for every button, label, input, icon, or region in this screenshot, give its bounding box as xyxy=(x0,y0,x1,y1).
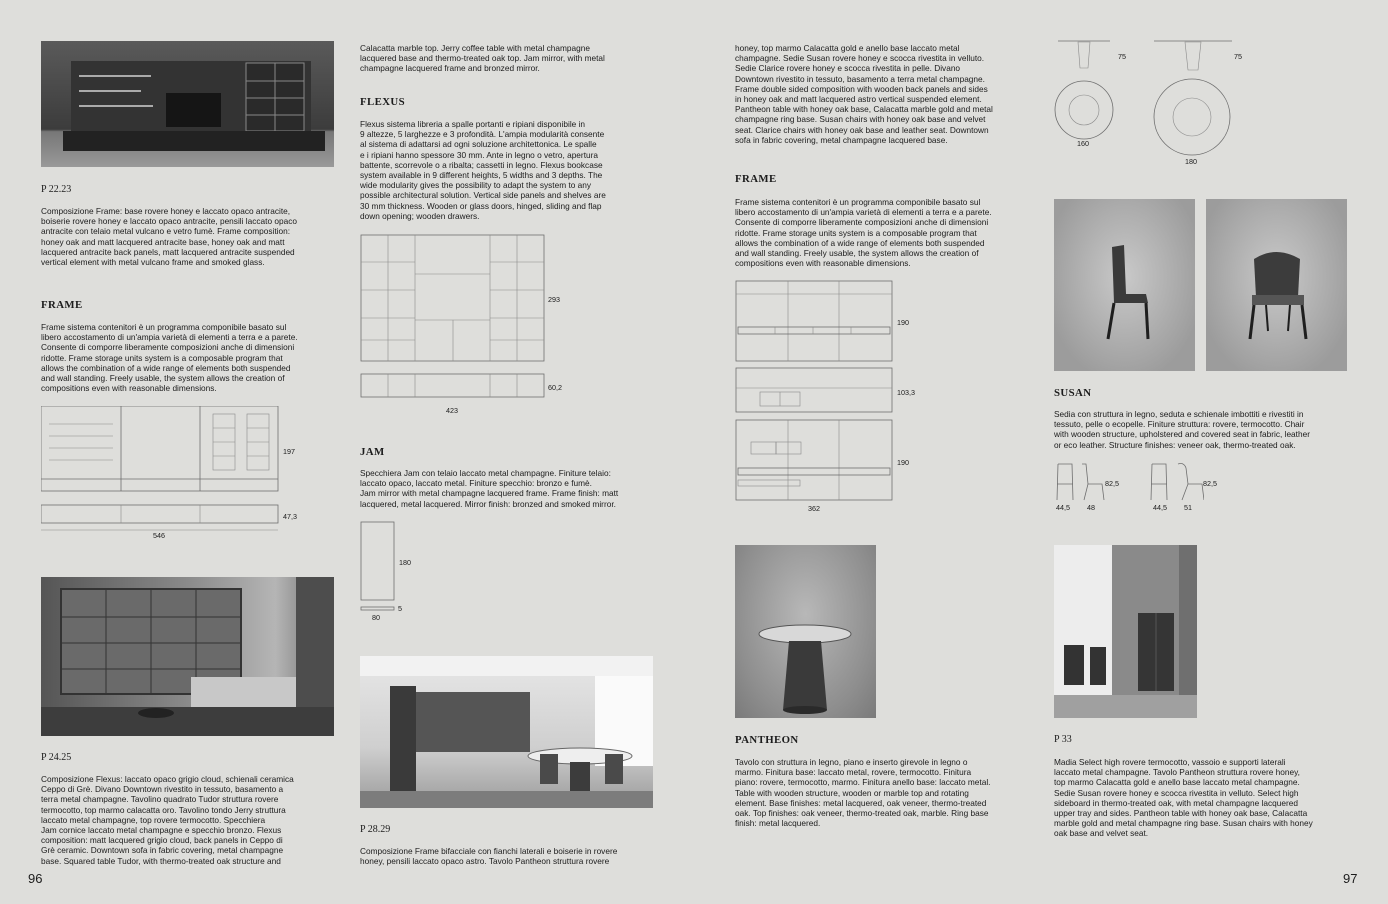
section-heading-pantheon: PANTHEON xyxy=(735,734,799,746)
dimension-label: 180 xyxy=(399,558,411,567)
body-text: Calacatta marble top. Jerry coffee table with metal champagne lacquered base and thermo-treated oak top. Jam mirror, with metal champagne lacquered frame and bronzed mirror. xyxy=(360,43,605,74)
dimension-label: 82,5 xyxy=(1203,479,1217,488)
photo-caption: P 22.23 xyxy=(41,184,72,195)
dimension-label: 60,2 xyxy=(548,383,562,392)
section-heading-frame: FRAME xyxy=(41,299,83,311)
dimension-label: 160 xyxy=(1077,139,1089,148)
dimension-label: 75 xyxy=(1118,52,1126,61)
dimension-label: 5 xyxy=(398,604,402,613)
body-text: Composizione Frame: base rovere honey e laccato opaco antracite, boiserie rovere honey e laccato opaco antracite, pensili laccato opaco antracite con telaio metal vulcano e vetro fumè. Frame composition: honey oak and matt lacquered antracite base, honey oak and matt lacquered antracite back panels, matt lacquered antracite suspended vertical element with metal vulcano frame and smoked glass. xyxy=(41,206,297,268)
susan-chair-front-photo xyxy=(1206,199,1347,371)
section-heading-jam: JAM xyxy=(360,446,385,458)
photo-caption: P 33 xyxy=(1054,734,1072,745)
pantheon-table-photo xyxy=(735,545,876,718)
body-text: Specchiera Jam con telaio laccato metal champagne. Finiture telaio: laccato opaco, laccato metal. Finiture specchio: bronzo e fumè. Jam mirror with metal champagne lacquered frame. Frame finish: matt lacquered, metal lacquered. Mirror finish: bronzed and smoked mirror. xyxy=(360,468,619,509)
photo-caption: P 28.29 xyxy=(360,824,391,835)
section-heading-frame: FRAME xyxy=(735,173,777,185)
photo-caption: P 24.25 xyxy=(41,752,72,763)
susan-chair-side-photo xyxy=(1054,199,1195,371)
body-text: honey, top marmo Calacatta gold e anello base laccato metal champagne. Sedie Susan rovere honey e scocca rivestita in velluto. Sedie Clarice rovere honey e scocca rivestita in pelle. Divano Downtown rivestito in tessuto, basamento a terra metal champagne. Frame double sided composition with wooden back panels and sides in honey oak and matt lacquered astro vertical suspended element. Pantheon table with honey oak base, Calacatta marble gold and metal champagne ring base. Susan chairs with honey oak base and velvet seat. Clarice chairs with honey oak base and leather seat. Downtown sofa in fabric covering, metal champagne lacquered base. xyxy=(735,43,993,145)
dimension-label: 190 xyxy=(897,458,909,467)
flexus-technical-drawing xyxy=(360,234,550,404)
jam-mirror-drawing xyxy=(360,521,400,616)
dimension-label: 82,5 xyxy=(1105,479,1119,488)
dimension-label: 190 xyxy=(897,318,909,327)
body-text: Tavolo con struttura in legno, piano e inserto girevole in legno o marmo. Finitura base: laccato metal, rovere, termocotto. Finitura piano: rovere, termocotto, marmo. Finitura anello base: laccato metal. Table with wooden structure, wooden or marble top and rotating element. Base finishes: metal lacquered, oak veneer, thermo-treated oak. Top finishes: oak veneer, thermo-treated oak, marble. Ring base finish: metal lacquered. xyxy=(735,757,991,829)
body-text: Flexus sistema libreria a spalle portanti e ripiani disponibile in 9 altezze, 5 larghezze e 3 profondità. L'ampia modularità consente al sistema di adattarsi ad ogni soluzione architettonica. Le spalle e i ripiani hanno spessore 30 mm. Ante in legno o vetro, apertura battente, scorrevole o a ribalta; cassetti in legno. Flexus bookcase system available in 9 different heights, 5 widths and 3 depths. The wide modularity gives the possibility to adapt the system to any possible architectural solution. Vertical side panels and shelves are 30 mm thickness. Wooden or glass doors, hinged, sliding and flap down opening; wooden drawers. xyxy=(360,119,606,221)
dimension-label: 51 xyxy=(1184,503,1192,512)
section-heading-susan: SUSAN xyxy=(1054,387,1092,399)
body-text: Frame sistema contenitori è un programma componibile basato sul libero accostamento di un'ampia varietà di elementi a terra e a parete. Consente di comporre liberamente composizioni anche di dimensioni ridotte. Frame storage units system is a composable program that allows the combination of a wide range of elements both suspended and wall standing. Freely usable, the system allows the creation of compositions even with reasonable dimensions. xyxy=(41,322,298,394)
frame-double-sided-drawing xyxy=(735,280,900,505)
body-text: Composizione Flexus: laccato opaco grigio cloud, schienali ceramica Ceppo di Grè. Divano Downtown rivestito in tessuto, basamento a terra metal champagne. Tavolino quadrato Tudor struttura rovere termocotto, top marmo calacatta oro. Tavolino tondo Jerry struttura laccato metal champagne, top rovere termocotto. Specchiera Jam cornice laccato metal champagne e specchio bronzo. Flexus composition: matt lacquered grigio cloud, back panels in Ceppo di Grè ceramic. Downtown sofa in fabric covering, metal champagne base. Squared table Tudor, with thermo-treated oak structure and xyxy=(41,774,294,866)
frame-technical-drawing xyxy=(41,406,311,546)
dimension-label: 47,3 xyxy=(283,512,297,521)
dimension-label: 44,5 xyxy=(1056,503,1070,512)
body-text: Madia Select high rovere termocotto, vassoio e supporti laterali laccato metal champagne. Tavolo Pantheon struttura rovere honey, top marmo Calacatta gold e anello base laccato metal champagne. Sedie Susan rovere honey e scocca rivestita in velluto. Select high sideboard in thermo-treated oak, with metal champagne lacquered upper tray and sides. Pantheon table with honey oak base, Calacatta marble gold and metal champagne ring base. Susan chairs with honey oak base and velvet seat. xyxy=(1054,757,1313,839)
dimension-label: 423 xyxy=(446,406,458,415)
flexus-living-room-photo xyxy=(41,577,334,736)
section-heading-flexus: FLEXUS xyxy=(360,96,405,108)
dimension-label: 197 xyxy=(283,447,295,456)
dimension-label: 44,5 xyxy=(1153,503,1167,512)
dimension-label: 80 xyxy=(372,613,380,622)
dimension-label: 362 xyxy=(808,504,820,513)
select-sideboard-photo xyxy=(1054,545,1197,718)
dimension-label: 180 xyxy=(1185,157,1197,166)
body-text: Composizione Frame bifacciale con fianchi laterali e boiserie in rovere honey, pensili laccato opaco astro. Tavolo Pantheon struttura rovere xyxy=(360,846,618,867)
frame-composition-photo xyxy=(41,41,334,167)
dimension-label: 546 xyxy=(153,531,165,540)
body-text: Frame sistema contenitori è un programma componibile basato sul libero accostamento di un'ampia varietà di elementi a terra e a parete. Consente di comporre liberamente composizioni anche di dimensioni ridotte. Frame storage units system is a composable program that allows the combination of a wide range of elements both suspended and wall standing. Freely usable, the system allows the creation of compositions even with reasonable dimensions. xyxy=(735,197,992,269)
dimension-label: 75 xyxy=(1234,52,1242,61)
page-number-left: 96 xyxy=(28,871,43,886)
susan-chair-dimension-drawings xyxy=(1054,462,1204,504)
dimension-label: 48 xyxy=(1087,503,1095,512)
frame-composition-illustration xyxy=(41,41,334,167)
page-number-right: 97 xyxy=(1343,871,1358,886)
dimension-label: 293 xyxy=(548,295,560,304)
body-text: Sedia con struttura in legno, seduta e schienale imbottiti e rivestiti in tessuto, pelle o ecopelle. Finiture struttura: rovere, termocotto. Chair with wooden structure, upholstered and covered seat in fabric, leather or eco leather. Structure finishes: veneer oak, thermo-treated oak. xyxy=(1054,409,1310,450)
dimension-label: 103,3 xyxy=(897,388,915,397)
frame-dining-photo xyxy=(360,656,653,808)
